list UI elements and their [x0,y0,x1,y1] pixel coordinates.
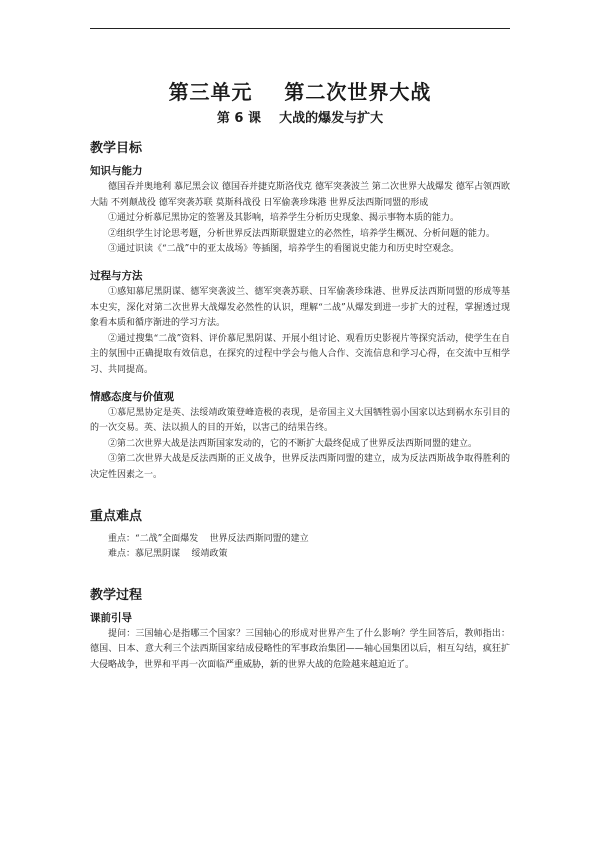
process-paragraph: ②通过搜集“二战”资料、评价慕尼黑阴谋、开展小组讨论、观看历史影视片等探究活动，使学生在自主的氛围中正确提取有效信息，在探究的过程中学会与他人合作、交流信息和学习心得，在交流中互相学习、共同提高。 [90,333,510,375]
difficulty-line: 难点：慕尼黑阴谋 绥靖政策 [108,549,228,560]
knowledge-paragraph: 德国吞并奥地利 慕尼黑会议 德国吞并捷克斯洛伐克 德军突袭波兰 第二次世界大战爆发 德军占领西欧大陆 不列颠战役 德军突袭苏联 莫斯科战役 日军偷袭珍珠港 世界反法西斯同盟的形成 [90,182,510,208]
goals-heading: 教学目标 [90,141,143,156]
process-paragraph: ①感知慕尼黑阴谋、德军突袭波兰、德军突袭苏联、日军偷袭珍珠港、世界反法西斯同盟的形成等基本史实，深化对第二次世界大战爆发必然性的认识，理解“二战”从爆发到进一步扩大的过程，掌握透过现象看本质和循序渐进的学习方法。 [90,286,510,329]
knowledge-paragraph: ③通过识读《“二战”中的亚太战场》等插图，培养学生的看图说史能力和历史时空观念。 [108,244,460,255]
lesson-title: 第 6 课 大战的爆发与扩大 [216,111,384,126]
knowledge-paragraph: ②组织学生讨论思考题，分析世界反法西斯联盟建立的必然性，培养学生概况、分析问题的能力。 [108,228,496,239]
attitude-heading: 情感态度与价值观 [90,390,174,403]
header-rule [90,28,510,29]
teaching-process-heading: 教学过程 [90,587,143,603]
unit-title: 第三单元 第二次世界大战 [168,80,432,104]
intro-paragraph: 提问：三国轴心是指哪三个国家？三国轴心的形成对世界产生了什么影响？学生回答后，教师指出：德国、日本、意大利三个法西斯国家结成侵略性的军事政治集团——轴心国集团以后，相互勾结，疯狂扩大侵略战争，世界和平再一次面临严重威胁，新的世界大战的危险越来越迫近了。 [90,628,510,670]
attitude-paragraph: ③第二次世界大战是反法西斯的正义战争，世界反法西斯同盟的建立，成为反法西斯战争取得胜利的决定性因素之一。 [90,454,510,480]
process-heading: 过程与方法 [90,269,143,282]
intro-heading: 课前引导 [90,611,132,624]
key-points-heading: 重点难点 [90,508,143,524]
knowledge-paragraph: ①通过分析慕尼黑协定的签署及其影响，培养学生分析历史现象、揭示事物本质的能力。 [108,213,460,224]
knowledge-heading: 知识与能力 [90,165,143,177]
attitude-paragraph: ①慕尼黑协定是英、法绥靖政策登峰造极的表现，是帝国主义大国牺牲弱小国家以达到祸水东引目的的一次交易。英、法以损人的目的开始，以害己的结果告终。 [90,407,510,434]
attitude-paragraph: ②第二次世界大战是法西斯国家发动的，它的不断扩大最终促成了世界反法西斯同盟的建立。 [108,438,478,449]
document-body [90,140,510,673]
focus-line: 重点：“二战”全面爆发 世界反法西斯同盟的建立 [108,533,309,544]
